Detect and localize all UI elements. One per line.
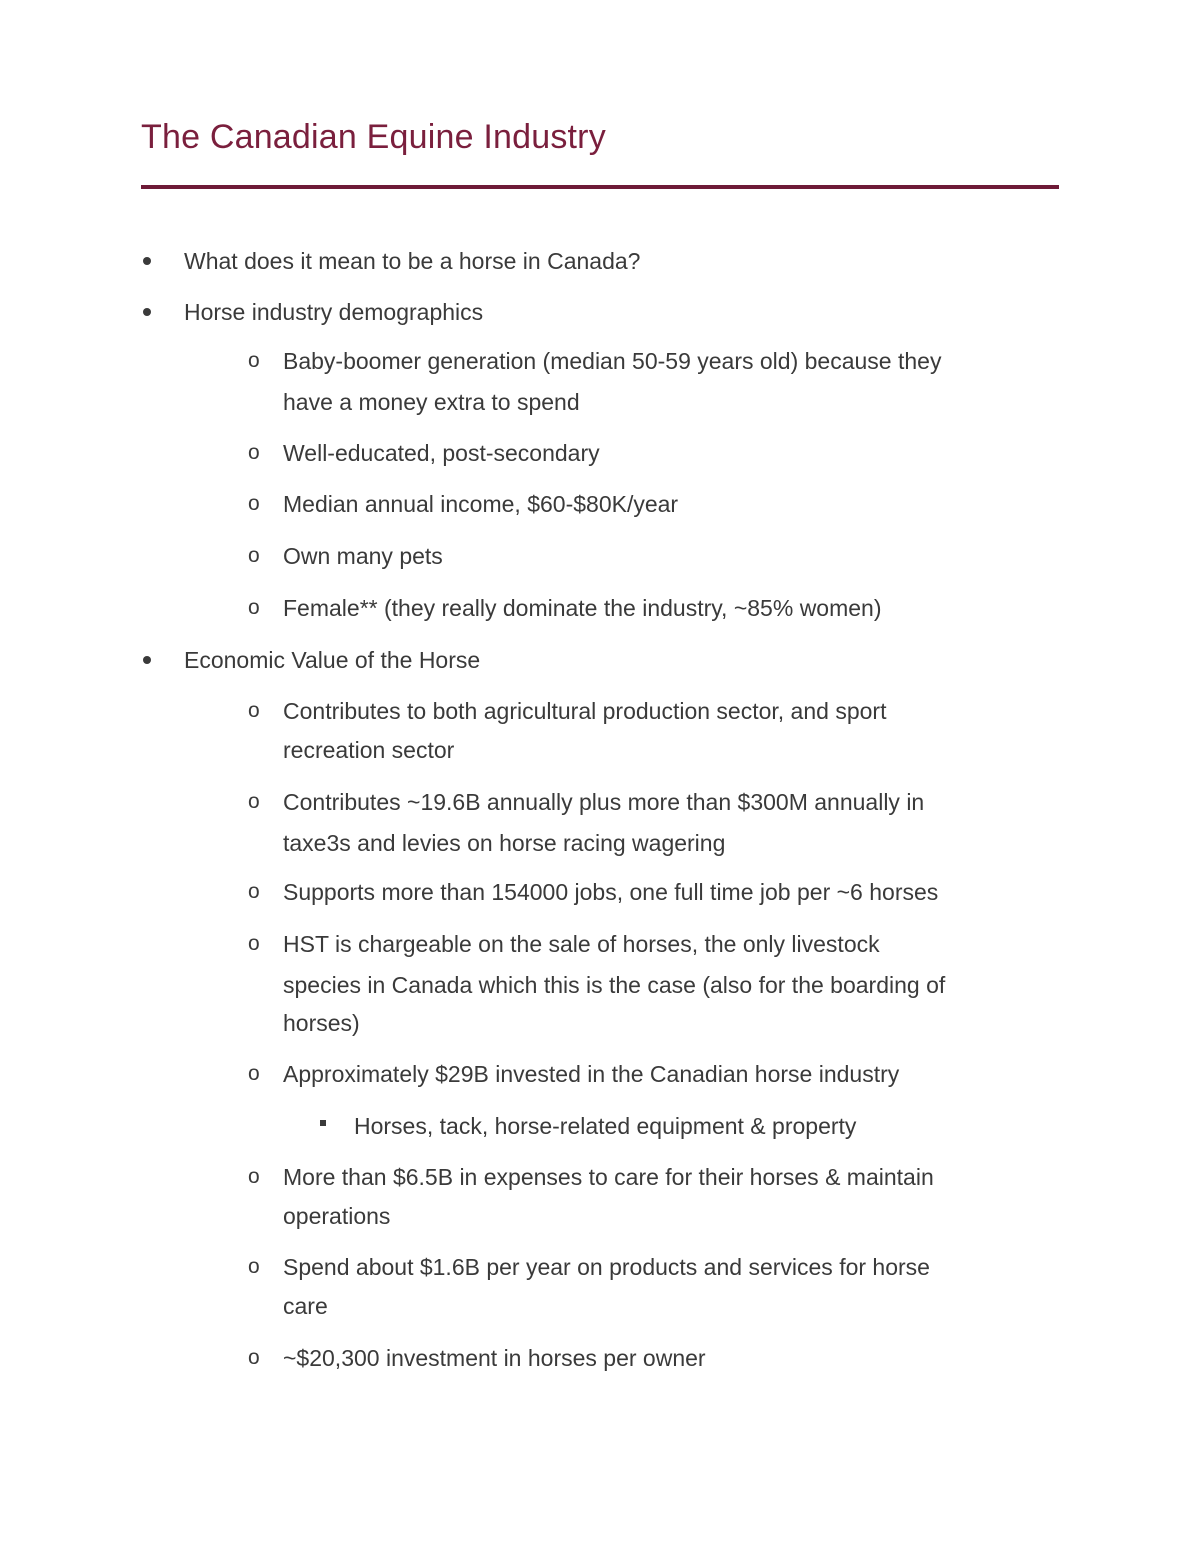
list-item-continuation: horses) [283,1010,360,1036]
list-item-continuation: have a money extra to spend [283,389,580,415]
page-title: The Canadian Equine Industry [141,118,606,156]
list-item: Horse industry demographics [184,299,484,325]
list-item: Spend about $1.6B per year on products and services for horse [283,1254,930,1280]
list-item-continuation: care [283,1293,328,1319]
title-divider [141,185,1059,189]
list-item: Well-educated, post-secondary [283,440,600,466]
bullet-icon [143,257,151,265]
circle-bullet-icon: o [248,1062,260,1085]
list-item-continuation: taxe3s and levies on horse racing wagering [283,830,726,856]
circle-bullet-icon: o [248,1255,260,1278]
list-item: Contributes ~19.6B annually plus more than $300M annually in [283,789,925,815]
circle-bullet-icon: o [248,1346,260,1369]
circle-bullet-icon: o [248,790,260,813]
list-item: What does it mean to be a horse in Canada? [184,248,641,274]
list-item: Baby-boomer generation (median 50-59 years old) because they [283,348,942,374]
circle-bullet-icon: o [248,596,260,619]
circle-bullet-icon: o [248,932,260,955]
square-bullet-icon [320,1120,326,1126]
list-item-continuation: operations [283,1203,391,1229]
bullet-icon [143,656,151,664]
list-item: Female** (they really dominate the industry, ~85% women) [283,595,882,621]
circle-bullet-icon: o [248,349,260,372]
list-item: Approximately $29B invested in the Canadian horse industry [283,1061,900,1087]
bullet-icon [143,308,151,316]
list-item: Contributes to both agricultural production sector, and sport [283,698,887,724]
circle-bullet-icon: o [248,1165,260,1188]
list-item: Median annual income, $60-$80K/year [283,491,679,517]
circle-bullet-icon: o [248,544,260,567]
list-item: Own many pets [283,543,443,569]
list-item: Horses, tack, horse-related equipment & property [354,1113,857,1139]
list-item-continuation: species in Canada which this is the case (also for the boarding of [283,972,946,998]
list-item: Supports more than 154000 jobs, one full time job per ~6 horses [283,879,939,905]
list-item-continuation: recreation sector [283,737,455,763]
circle-bullet-icon: o [248,699,260,722]
list-item: HST is chargeable on the sale of horses, the only livestock [283,931,880,957]
list-item: ~$20,300 investment in horses per owner [283,1345,706,1371]
circle-bullet-icon: o [248,492,260,515]
list-item: Economic Value of the Horse [184,647,481,673]
list-item: More than $6.5B in expenses to care for their horses & maintain [283,1164,934,1190]
circle-bullet-icon: o [248,880,260,903]
circle-bullet-icon: o [248,441,260,464]
